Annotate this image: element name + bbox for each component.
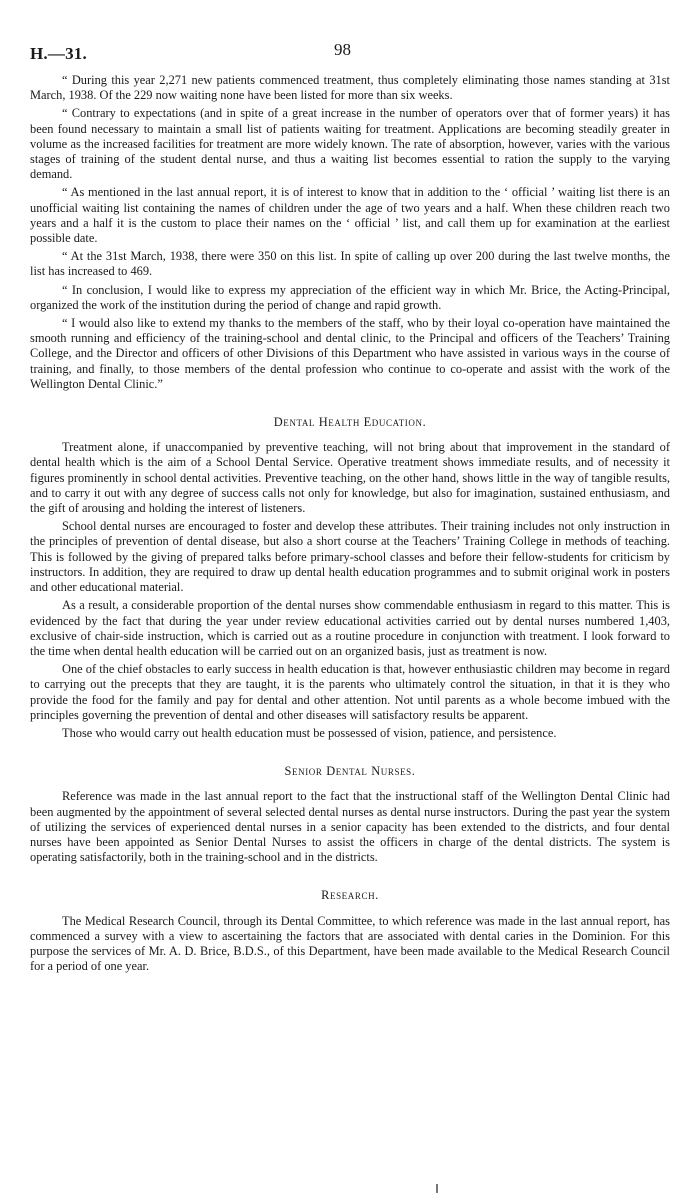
section-heading: Senior Dental Nurses.	[284, 764, 416, 779]
body-paragraph: The Medical Research Council, through its Dental Committee, to which reference was made in the last annual report, has commenced a survey with a view to ascertaining the factors that are associated with dental caries in the Dominion. For this purpose the services of Mr. A. D. Brice, B.D.S., of this Department, have been made available to the Medical Research Council for a period of one year.	[30, 913, 670, 974]
body-paragraph: As a result, a considerable proportion of the dental nurses show commendable enthusiasm in regard to this matter. This is evidenced by the fact that during the year under review educational activities carried out by dental nurses numbered 1,403, exclusive of chair-side instruction, which is carried out as a routine procedure in conjunction with treatment. I look forward to the time when dental health education will be carried out on an organized basis, just as treatment is now.	[30, 598, 670, 658]
page-header	[30, 40, 670, 68]
page-body	[30, 73, 670, 977]
body-paragraph: “ I would also like to extend my thanks to the members of the staff, who by their loyal co-operation have maintained the smooth running and efficiency of the training-school and dental clinic, to the Principal and officers of the Teachers’ Training College, and the Director and officers of other Divisions of this Department who have assisted in various ways in the course of training, and finally, to those members of the dental profession who continue to co-operate and assist with the work of the Wellington Dental Clinic.”	[30, 316, 670, 391]
body-paragraph: School dental nurses are encouraged to foster and develop these attributes. Their training includes not only instruction in the principles of prevention of dental disease, but also a short course at the Teachers’ Training College in methods of teaching. This is followed by the giving of prepared talks before primary-school classes and before their fellow-students for criticism by instructors. In addition, they are required to draw up dental health education programmes and to submit original work in posters and other educational material.	[30, 519, 670, 595]
body-paragraph: “ Contrary to expectations (and in spite of a great increase in the number of operators over that of former years) it has been found necessary to maintain a small list of patients waiting for treatment. Applications are becoming steadily greater in volume as the increased facilities for treatment are more widely known. The rate of absorption, however, varies with the various stages of training of the student dental nurse, and thus a waiting list becomes essential to ration the supply to the varying demand.	[30, 106, 670, 182]
document-code: H.—31.	[30, 44, 87, 63]
page-edge-mark	[436, 1184, 438, 1193]
body-paragraph: “ As mentioned in the last annual report, it is of interest to know that in addition to the ‘ official ’ waiting list there is an unofficial waiting list containing the names of children under the age of two years and a half. When these children reach two years and a half it is the custom to place their names on the ‘ official ’ list, and call them up for examination at the earliest possible date.	[30, 185, 670, 246]
body-paragraph: “ At the 31st March, 1938, there were 350 on this list. In spite of calling up over 200 during the last twelve months, the list has increased to 469.	[30, 249, 670, 279]
body-paragraph: Those who would carry out health education must be possessed of vision, patience, and persistence.	[62, 725, 557, 740]
body-paragraph: Treatment alone, if unaccompanied by preventive teaching, will not bring about that improvement in the standard of dental health which is the aim of a School Dental Service. Operative treatment shows immediate results, and of necessity it figures prominently in school dental activities. Preventive teaching, on the other hand, shows little in the way of tangible results, and to carry it out with any degree of success calls not only for knowledge, but also for imagination, sustained enthusiasm, and the gift of arousing and holding the interest of listeners.	[30, 440, 670, 516]
page-number: 98	[334, 40, 351, 59]
body-paragraph: “ During this year 2,271 new patients commenced treatment, thus completely eliminating those names standing at 31st March, 1938. Of the 229 now waiting none have been listed for more than six weeks.	[30, 73, 670, 103]
body-paragraph: Reference was made in the last annual report to the fact that the instructional staff of the Wellington Dental Clinic had been augmented by the appointment of several selected dental nurses as dental nurse instructors. During the past year the system of utilizing the services of experienced dental nurses in a senior capacity has been extended to the districts, and four dental nurses have been appointed as Senior Dental Nurses to assist the officers in charge of the dental districts. The system is operating satisfactorily, both in the training-school and in the districts.	[30, 789, 670, 865]
body-paragraph: One of the chief obstacles to early success in health education is that, however enthusiastic children may become in regard to carrying out the precepts that they are taught, it is the parents who ultimately control the situation, in that it is they who provide the food for the family and pay for dental and other attention. Not until parents as a whole become imbued with the principles governing the prevention of dental and other diseases will satisfactory results be apparent.	[30, 662, 670, 722]
section-dental-health-education	[30, 415, 670, 741]
section-senior-dental-nurses	[30, 764, 670, 865]
section-research	[30, 888, 670, 974]
section-heading: Research.	[321, 888, 379, 903]
body-paragraph: “ In conclusion, I would like to express my appreciation of the efficient way in which Mr. Brice, the Acting-Principal, organized the work of the institution during the period of change and rapid growth.	[30, 282, 670, 312]
section-heading: Dental Health Education.	[273, 415, 427, 430]
quoted-report	[30, 73, 670, 392]
